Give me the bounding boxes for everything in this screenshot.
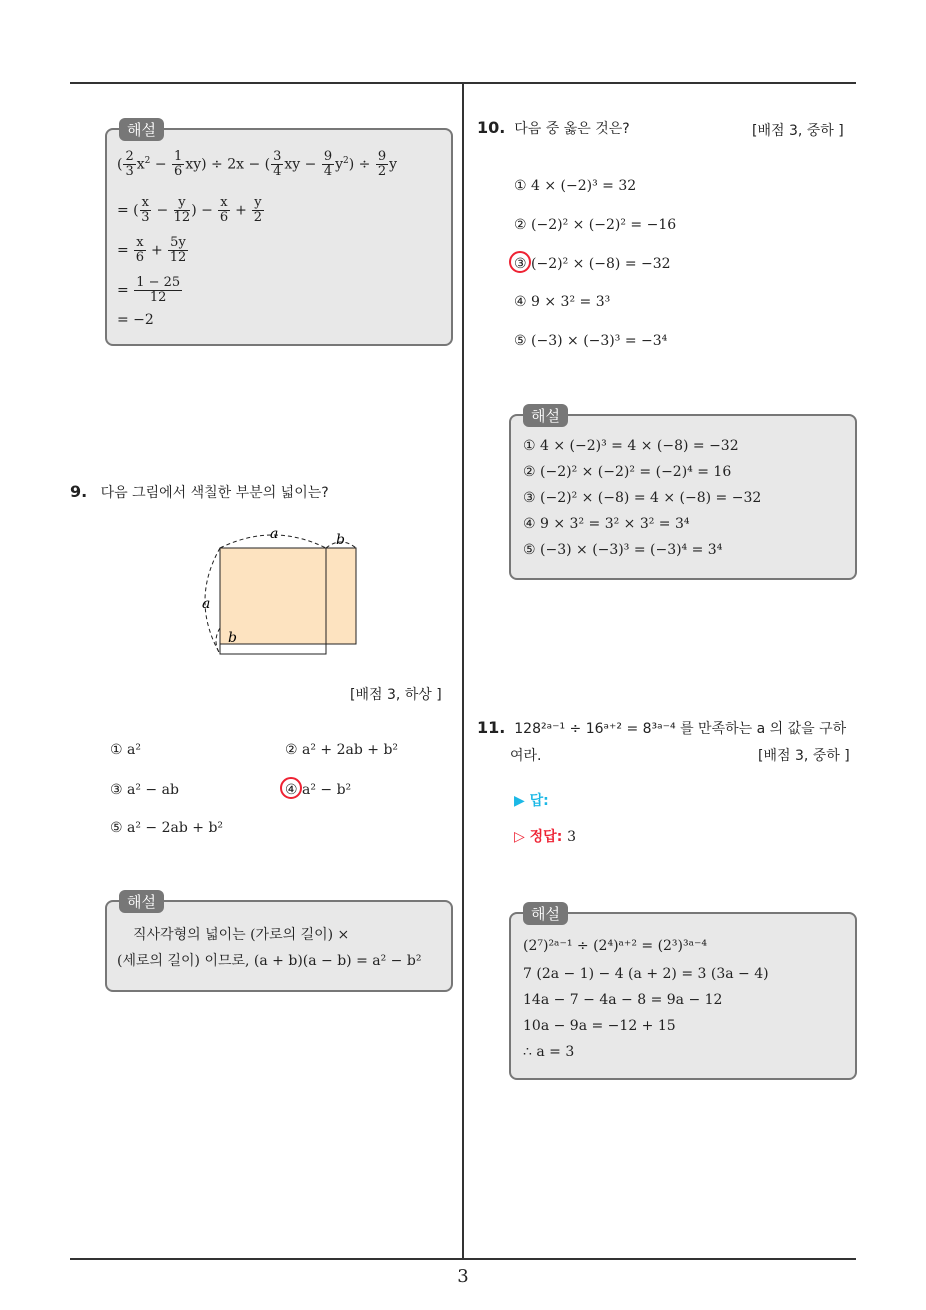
q9-figure	[190, 522, 370, 662]
q11-correct-value: 3	[567, 829, 577, 845]
q9-option-1[interactable]: ① a²	[110, 742, 141, 758]
q11-correct-label	[514, 826, 576, 846]
solution-tag: 해설	[523, 404, 568, 427]
q11-sol-line4: 10a − 9a = −12 + 15	[523, 1018, 676, 1034]
q9-option-5[interactable]: ⑤ a² − 2ab + b²	[110, 820, 224, 836]
q9-sol-line1: 직사각형의 넓이는 (가로의 길이) ×	[133, 927, 350, 943]
q9-label-b-left: b	[228, 630, 237, 646]
q10-sol-line4: ④ 9 × 3² = 3² × 3² = 3⁴	[523, 516, 690, 532]
q11-number: 11.	[477, 718, 506, 737]
q10-sol-line3: ③ (−2)² × (−8) = 4 × (−8) = −32	[523, 490, 762, 506]
q10-option-2[interactable]: ② (−2)² × (−2)² = −16	[514, 217, 677, 233]
q9-selected-mark	[280, 777, 302, 799]
solution-box-q11	[509, 905, 857, 1080]
q9-option-3[interactable]: ③ a² − ab	[110, 782, 179, 798]
sol8-line5: = −2	[117, 312, 154, 328]
q9-label-a-left: a	[202, 596, 211, 612]
q9-shaded-rect	[220, 548, 356, 644]
sol8-line2: = ( $\frac{x}{3}$ − $\frac{y}{12}$ ) − $\frac{x}{6}$ + $\frac{y}{2}$	[117, 195, 263, 225]
sol8-line3: = $\frac{x}{6}$ + $\frac{5y}{12}$	[117, 235, 187, 265]
q11-sol-line1: (2⁷)²ᵃ⁻¹ ÷ (2⁴)ᵃ⁺² = (2³)³ᵃ⁻⁴	[523, 938, 708, 954]
q11-sol-line5: ∴ a = 3	[523, 1044, 575, 1060]
q11-correct-label-text: ▷ 정답:	[514, 829, 563, 845]
q11-points: [배점 3, 중하 ]	[758, 748, 850, 764]
sol8-line4: = $\frac{1 - 25}{12}$	[117, 275, 181, 305]
q10-option-5[interactable]: ⑤ (−3) × (−3)³ = −3⁴	[514, 333, 668, 349]
q10-points: [배점 3, 중하 ]	[752, 123, 844, 139]
q11-sol-line3: 14a − 7 − 4a − 8 = 9a − 12	[523, 992, 723, 1008]
solution-box-q10	[509, 407, 857, 580]
q10-selected-mark	[509, 251, 531, 273]
solution-box-q9	[105, 893, 453, 992]
sol8-line1: ( $\frac{2}{3}$ $x^2$ − $\frac{1}{6}$ xy) ÷ 2x − ( $\frac{3}{4}$ xy − $\frac{9}{4}$ $y^2$) ÷ $\frac{9}{2}$ y	[117, 149, 398, 179]
solution-box-q8	[105, 121, 453, 346]
q9-option-2[interactable]: ② a² + 2ab + b²	[285, 742, 399, 758]
q9-option-4[interactable]: ④ a² − b²	[285, 782, 352, 798]
q9-arc-b-left	[216, 628, 220, 654]
q11-text1: 128²ᵃ⁻¹ ÷ 16ᵃ⁺² = 8³ᵃ⁻⁴ 를 만족하는 a 의 값을 구하	[514, 721, 847, 737]
solution-tag: 해설	[119, 118, 164, 141]
page-number: 3	[457, 1266, 469, 1287]
q9-number: 9.	[70, 482, 88, 501]
q9-label-b-top: b	[336, 532, 345, 548]
q10-header	[477, 118, 630, 138]
q9-header	[70, 482, 329, 502]
q9-label-a-top: a	[270, 526, 279, 542]
q10-text: 다음 중 옳은 것은?	[514, 121, 630, 137]
q11-answer-label[interactable]: ▶ 답:	[514, 793, 549, 809]
q10-sol-line2: ② (−2)² × (−2)² = (−2)⁴ = 16	[523, 464, 732, 480]
q9-points: [배점 3, 하상 ]	[350, 687, 442, 703]
solution-tag: 해설	[119, 890, 164, 913]
q11-sol-line2: 7 (2a − 1) − 4 (a + 2) = 3 (3a − 4)	[523, 966, 769, 982]
q10-sol-line1: ① 4 × (−2)³ = 4 × (−8) = −32	[523, 438, 739, 454]
q9-sol-line2: (세로의 길이) 이므로, (a + b)(a − b) = a² − b²	[117, 953, 422, 969]
q10-number: 10.	[477, 118, 506, 137]
q10-sol-line5: ⑤ (−3) × (−3)³ = (−3)⁴ = 3⁴	[523, 542, 723, 558]
q10-option-3[interactable]: ③ (−2)² × (−8) = −32	[514, 256, 671, 272]
q11-text2: 여라.	[510, 748, 542, 764]
q11-header	[477, 718, 846, 738]
solution-tag: 해설	[523, 902, 568, 925]
q10-option-1[interactable]: ① 4 × (−2)³ = 32	[514, 178, 637, 194]
q10-option-4[interactable]: ④ 9 × 3² = 3³	[514, 294, 611, 310]
q9-text: 다음 그림에서 색칠한 부분의 넓이는?	[100, 485, 329, 501]
column-divider	[462, 82, 464, 1259]
